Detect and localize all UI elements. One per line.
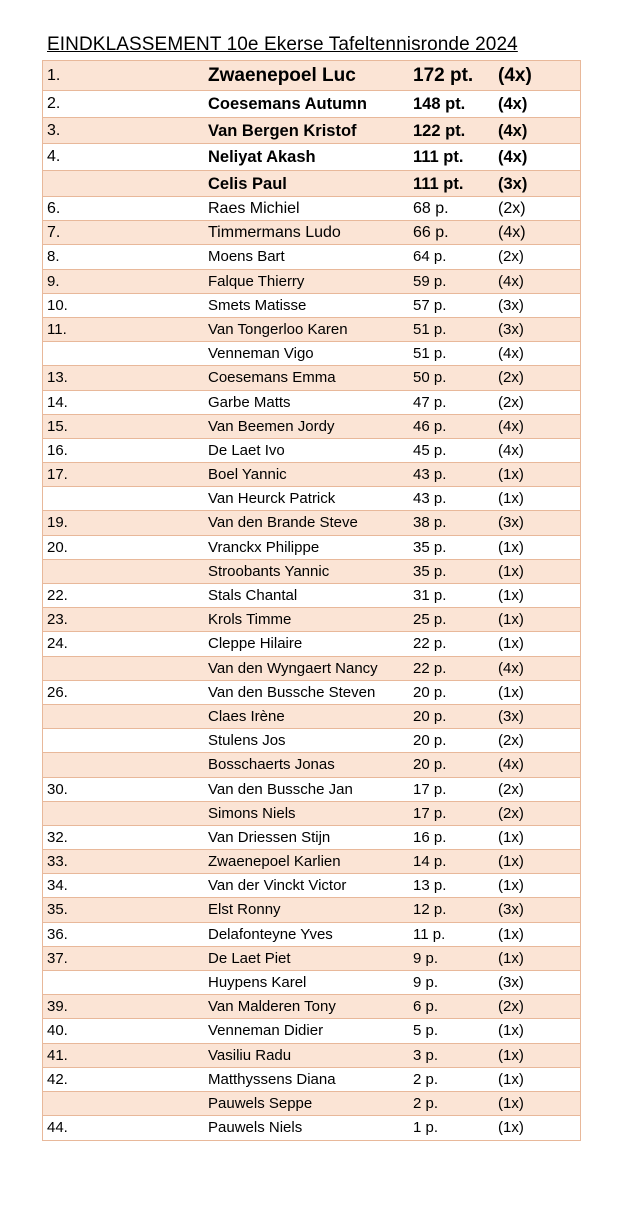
count-cell: (1x) <box>498 562 524 580</box>
page-title: EINDKLASSEMENT 10e Ekerse Tafeltennisronde 2024 <box>47 34 518 55</box>
points-cell: 14 p. <box>413 853 447 871</box>
count-cell: (3x) <box>498 174 528 193</box>
count-cell: (2x) <box>498 998 524 1016</box>
count-cell: (2x) <box>498 393 524 411</box>
rank-cell: 44. <box>47 1119 68 1137</box>
rank-cell: 9. <box>47 272 60 290</box>
name-cell: Raes Michiel <box>208 200 300 217</box>
name-cell: Pauwels Niels <box>208 1119 303 1137</box>
points-cell: 12 p. <box>413 901 447 919</box>
table-row <box>43 898 580 922</box>
points-cell: 46 p. <box>413 417 447 435</box>
points-cell: 43 p. <box>413 490 447 508</box>
table-row <box>43 681 580 705</box>
name-cell: Matthyssens Diana <box>208 1070 336 1088</box>
table-row <box>43 753 580 777</box>
points-cell: 35 p. <box>413 562 447 580</box>
count-cell: (1x) <box>498 683 524 701</box>
count-cell: (3x) <box>498 707 524 725</box>
table-row <box>43 584 580 608</box>
table-row <box>43 632 580 656</box>
name-cell: Krols Timme <box>208 611 292 629</box>
name-cell: Garbe Matts <box>208 393 291 411</box>
rank-cell: 32. <box>47 828 68 846</box>
count-cell: (1x) <box>498 587 524 604</box>
name-cell: Van den Wyngaert Nancy <box>208 659 378 677</box>
table-row <box>43 947 580 971</box>
count-cell: (2x) <box>498 200 526 217</box>
table-row <box>43 342 580 366</box>
points-cell: 20 p. <box>413 756 447 774</box>
name-cell: Coesemans Emma <box>208 369 336 387</box>
name-cell: Timmermans Ludo <box>208 224 341 242</box>
points-cell: 45 p. <box>413 441 447 459</box>
rank-cell: 10. <box>47 296 68 314</box>
table-row <box>43 1116 580 1140</box>
rank-cell: 30. <box>47 780 68 798</box>
ranking-table <box>42 60 581 1141</box>
points-cell: 57 p. <box>413 296 447 314</box>
rank-cell: 23. <box>47 611 68 629</box>
table-row <box>43 1068 580 1092</box>
rank-cell: 20. <box>47 538 68 556</box>
rank-cell: 14. <box>47 393 68 411</box>
name-cell: Stulens Jos <box>208 732 286 750</box>
table-row <box>43 91 580 118</box>
points-cell: 122 pt. <box>413 121 466 140</box>
name-cell: Van den Bussche Steven <box>208 683 376 701</box>
name-cell: Boel Yannic <box>208 466 287 484</box>
rank-cell: 34. <box>47 877 68 895</box>
count-cell: (3x) <box>498 974 524 991</box>
count-cell: (1x) <box>498 1022 524 1040</box>
count-cell: (3x) <box>498 514 524 532</box>
rank-cell: 35. <box>47 901 68 919</box>
points-cell: 2 p. <box>413 1094 439 1112</box>
name-cell: Claes Irène <box>208 707 285 725</box>
name-cell: Cleppe Hilaire <box>208 635 303 653</box>
name-cell: De Laet Piet <box>208 949 291 967</box>
rank-cell: 36. <box>47 925 68 943</box>
rank-cell: 37. <box>47 949 68 967</box>
count-cell: (1x) <box>498 828 524 846</box>
points-cell: 148 pt. <box>413 95 466 113</box>
points-cell: 51 p. <box>413 345 447 363</box>
points-cell: 1 p. <box>413 1119 439 1137</box>
count-cell: (1x) <box>498 853 524 871</box>
rank-cell: 22. <box>47 587 68 604</box>
table-row <box>43 171 580 198</box>
points-cell: 9 p. <box>413 949 439 967</box>
rank-cell: 40. <box>47 1022 68 1040</box>
points-cell: 6 p. <box>413 998 439 1016</box>
table-row <box>43 511 580 535</box>
table-row <box>43 61 580 91</box>
table-row <box>43 487 580 511</box>
count-cell: (2x) <box>498 780 524 798</box>
rank-cell: 3. <box>47 121 61 139</box>
rank-cell: 2. <box>47 95 61 112</box>
count-cell: (4x) <box>498 272 524 290</box>
table-row <box>43 245 580 269</box>
table-row <box>43 221 580 245</box>
count-cell: (1x) <box>498 877 524 895</box>
count-cell: (4x) <box>498 95 528 113</box>
points-cell: 20 p. <box>413 732 447 750</box>
count-cell: (4x) <box>498 441 524 459</box>
points-cell: 3 p. <box>413 1046 439 1064</box>
count-cell: (4x) <box>498 756 524 774</box>
table-row <box>43 463 580 487</box>
name-cell: Smets Matisse <box>208 296 307 314</box>
points-cell: 20 p. <box>413 683 447 701</box>
count-cell: (2x) <box>498 732 524 750</box>
rank-cell: 19. <box>47 514 68 532</box>
name-cell: Bosschaerts Jonas <box>208 756 335 774</box>
table-row <box>43 608 580 632</box>
points-cell: 9 p. <box>413 974 439 991</box>
points-cell: 50 p. <box>413 369 447 387</box>
name-cell: Celis Paul <box>208 174 287 193</box>
rank-cell: 4. <box>47 148 61 165</box>
name-cell: Coesemans Autumn <box>208 95 367 113</box>
rank-cell: 15. <box>47 417 68 435</box>
count-cell: (4x) <box>498 121 528 140</box>
name-cell: Stals Chantal <box>208 587 298 604</box>
points-cell: 35 p. <box>413 538 447 556</box>
name-cell: Van Heurck Patrick <box>208 490 336 508</box>
name-cell: Falque Thierry <box>208 272 305 290</box>
rank-cell: 24. <box>47 635 68 653</box>
count-cell: (1x) <box>498 949 524 967</box>
points-cell: 13 p. <box>413 877 447 895</box>
name-cell: Van Beemen Jordy <box>208 417 335 435</box>
points-cell: 20 p. <box>413 707 447 725</box>
points-cell: 51 p. <box>413 320 447 338</box>
name-cell: Zwaenepoel Karlien <box>208 853 341 871</box>
name-cell: Vasiliu Radu <box>208 1046 292 1064</box>
rank-cell: 26. <box>47 683 68 701</box>
name-cell: Neliyat Akash <box>208 148 316 166</box>
table-row <box>43 971 580 995</box>
rank-cell: 41. <box>47 1046 68 1064</box>
points-cell: 5 p. <box>413 1022 439 1040</box>
points-cell: 66 p. <box>413 224 449 242</box>
name-cell: Pauwels Seppe <box>208 1094 313 1112</box>
name-cell: Van Driessen Stijn <box>208 828 331 846</box>
points-cell: 111 pt. <box>413 148 464 166</box>
table-row <box>43 729 580 753</box>
table-row <box>43 270 580 294</box>
name-cell: Zwaenepoel Luc <box>208 65 356 86</box>
points-cell: 17 p. <box>413 804 447 822</box>
count-cell: (4x) <box>498 224 526 242</box>
table-row <box>43 923 580 947</box>
table-row <box>43 705 580 729</box>
points-cell: 25 p. <box>413 611 447 629</box>
rank-cell: 8. <box>47 248 60 266</box>
count-cell: (3x) <box>498 320 524 338</box>
table-row <box>43 1044 580 1068</box>
name-cell: Venneman Vigo <box>208 345 314 363</box>
table-row <box>43 391 580 415</box>
points-cell: 31 p. <box>413 587 447 604</box>
name-cell: Van Malderen Tony <box>208 998 336 1016</box>
rank-cell: 11. <box>47 320 67 338</box>
count-cell: (4x) <box>498 65 532 86</box>
name-cell: Simons Niels <box>208 804 296 822</box>
table-row <box>43 415 580 439</box>
name-cell: Van Bergen Kristof <box>208 121 357 140</box>
name-cell: Vranckx Philippe <box>208 538 320 556</box>
table-row <box>43 439 580 463</box>
points-cell: 68 p. <box>413 200 449 217</box>
table-row <box>43 560 580 584</box>
count-cell: (3x) <box>498 296 524 314</box>
count-cell: (1x) <box>498 611 524 629</box>
table-row <box>43 536 580 560</box>
points-cell: 38 p. <box>413 514 447 532</box>
name-cell: Van der Vinckt Victor <box>208 877 347 895</box>
name-cell: Van den Bussche Jan <box>208 780 353 798</box>
table-row <box>43 826 580 850</box>
table-row <box>43 118 580 145</box>
name-cell: Venneman Didier <box>208 1022 324 1040</box>
rank-cell: 33. <box>47 853 68 871</box>
table-row <box>43 1092 580 1116</box>
table-row <box>43 318 580 342</box>
points-cell: 111 pt. <box>413 174 464 193</box>
points-cell: 64 p. <box>413 248 447 266</box>
table-row <box>43 294 580 318</box>
name-cell: Moens Bart <box>208 248 285 266</box>
count-cell: (1x) <box>498 490 524 508</box>
count-cell: (2x) <box>498 369 524 387</box>
count-cell: (1x) <box>498 1070 524 1088</box>
count-cell: (4x) <box>498 148 528 166</box>
name-cell: Stroobants Yannic <box>208 562 330 580</box>
table-row <box>43 874 580 898</box>
count-cell: (1x) <box>498 925 524 943</box>
count-cell: (1x) <box>498 1119 524 1137</box>
table-row <box>43 657 580 681</box>
table-row <box>43 802 580 826</box>
rank-cell: 16. <box>47 441 68 459</box>
table-row <box>43 1019 580 1043</box>
count-cell: (1x) <box>498 466 524 484</box>
count-cell: (2x) <box>498 804 524 822</box>
table-row <box>43 995 580 1019</box>
points-cell: 22 p. <box>413 659 447 677</box>
rank-cell: 1. <box>47 67 61 84</box>
points-cell: 47 p. <box>413 393 447 411</box>
table-row <box>43 197 580 221</box>
count-cell: (1x) <box>498 1046 524 1064</box>
rank-cell: 17. <box>47 466 68 484</box>
count-cell: (1x) <box>498 635 524 653</box>
points-cell: 43 p. <box>413 466 447 484</box>
points-cell: 2 p. <box>413 1070 439 1088</box>
table-row <box>43 366 580 390</box>
name-cell: Elst Ronny <box>208 901 281 919</box>
points-cell: 22 p. <box>413 635 447 653</box>
table-row <box>43 850 580 874</box>
count-cell: (1x) <box>498 1094 524 1112</box>
rank-cell: 6. <box>47 200 61 217</box>
rank-cell: 7. <box>47 224 61 242</box>
points-cell: 17 p. <box>413 780 447 798</box>
name-cell: Van Tongerloo Karen <box>208 320 348 338</box>
points-cell: 11 p. <box>413 925 446 943</box>
points-cell: 16 p. <box>413 828 447 846</box>
count-cell: (3x) <box>498 901 524 919</box>
name-cell: De Laet Ivo <box>208 441 285 459</box>
table-row <box>43 778 580 802</box>
count-cell: (4x) <box>498 345 524 363</box>
table-row <box>43 144 580 171</box>
count-cell: (1x) <box>498 538 524 556</box>
count-cell: (4x) <box>498 417 524 435</box>
rank-cell: 39. <box>47 998 68 1016</box>
name-cell: Huypens Karel <box>208 974 307 991</box>
points-cell: 172 pt. <box>413 65 474 86</box>
name-cell: Van den Brande Steve <box>208 514 358 532</box>
name-cell: Delafonteyne Yves <box>208 925 333 943</box>
count-cell: (2x) <box>498 248 524 266</box>
rank-cell: 42. <box>47 1070 68 1088</box>
points-cell: 59 p. <box>413 272 447 290</box>
count-cell: (4x) <box>498 659 524 677</box>
rank-cell: 13. <box>47 369 68 387</box>
